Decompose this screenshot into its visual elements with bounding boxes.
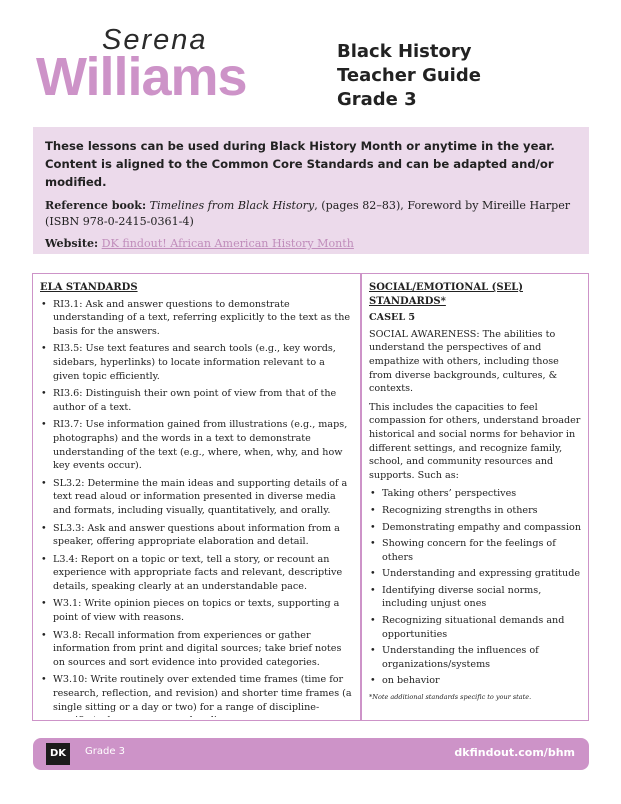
logo-last-name: Williams [36, 47, 247, 107]
list-item: • RI3.7: Use information gained from illustrations (e.g., maps, photographs) and the words in a text to demonstrate understanding of the text (e.g., where, when, why, and how key events occur). [40, 418, 354, 472]
state-note: *Note additional standards specific to your state. [369, 693, 532, 702]
reference-label: Reference book: [45, 199, 147, 212]
intro-lead: These lessons can be used during Black History Month or anytime in the year. Content is aligned to the Common Core Standards and can be adapted and/or modified. [45, 139, 555, 189]
list-item: • SL3.2: Determine the main ideas and supporting details of a text read aloud or information presented in diverse media and formats, including visually, quantitatively, and orally. [40, 477, 354, 518]
list-item: • RI3.6: Distinguish their own point of view from that of the author of a text. [40, 387, 354, 414]
list-item: • Understanding the influences of organizations/systems [369, 644, 583, 671]
casel-label: CASEL 5 [369, 312, 416, 324]
social-awareness-text: SOCIAL AWARENESS: The abilities to understand the perspectives of and empathize with others, including those from diverse backgrounds, cultures, & contexts. [369, 328, 559, 395]
ela-list [40, 298, 354, 717]
list-item: • RI3.1: Ask and answer questions to demonstrate understanding of a text, referring explicitly to the text as the basis for the answers. [40, 298, 354, 339]
list-item: • RI3.5: Use text features and search tools (e.g., key words, sidebars, hyperlinks) to locate information relevant to a given topic efficiently. [40, 342, 354, 383]
list-item: • Recognizing strengths in others [369, 504, 583, 518]
list-item: • Taking others’ perspectives [369, 487, 583, 501]
title-line-2: Teacher Guide [337, 65, 481, 86]
footer-url[interactable]: dkfindout.com/bhm [454, 746, 575, 759]
column-divider [360, 273, 362, 721]
serena-williams-logo [36, 24, 247, 108]
capacities-text: This includes the capacities to feel compassion for others, understand broader historical and social norms for behavior in different settings, and recognize family, school, and community resources and supports. Such as: [369, 401, 581, 481]
dk-logo: DK [46, 743, 70, 765]
sel-standards-column [369, 281, 583, 705]
list-item: • Understanding and expressing gratitude [369, 567, 583, 581]
footer-grade: Grade 3 [85, 746, 126, 757]
website-label: Website: [45, 237, 99, 250]
website [45, 236, 577, 252]
list-item: • L3.4: Report on a topic or text, tell a story, or recount an experience with appropriate facts and relevant, descriptive details, speaking clearly at an understandable pace. [40, 553, 354, 594]
intro-panel [33, 127, 589, 254]
sel-heading: SOCIAL/EMOTIONAL (SEL) STANDARDS* [369, 282, 523, 307]
ela-standards-column [40, 281, 354, 717]
website-link[interactable]: DK findout! African American History Month [101, 237, 354, 250]
list-item: • SL3.3: Ask and answer questions about information from a speaker, offering appropriate elaboration and detail. [40, 522, 354, 549]
list-item: • W3.8: Recall information from experiences or gather information from print and digital sources; take brief notes on sources and sort evidence into provided categories. [40, 629, 354, 670]
title-line-3: Grade 3 [337, 89, 417, 110]
ela-heading: ELA STANDARDS [40, 282, 138, 293]
list-item: • Recognizing situational demands and opportunities [369, 614, 583, 641]
logo-first-name: Serena [102, 24, 208, 56]
list-item: • Demonstrating empathy and compassion [369, 521, 583, 535]
reference-details: , (pages 82–83), Foreword by Mireille Harper (ISBN 978-0-2415-0361-4) [45, 199, 571, 228]
title-line-1: Black History [337, 41, 472, 62]
sel-list [369, 487, 583, 688]
footer-bar [33, 738, 589, 770]
list-item: • Showing concern for the feelings of others [369, 537, 583, 564]
list-item: • Identifying diverse social norms, including unjust ones [369, 584, 583, 611]
reference-title: Timelines from Black History [149, 199, 315, 212]
list-item: • on behavior [369, 674, 583, 688]
reference-book [45, 198, 577, 230]
list-item: • W3.1: Write opinion pieces on topics or texts, supporting a point of view with reasons. [40, 597, 354, 624]
page-title [337, 40, 577, 112]
list-item: • W3.10: Write routinely over extended time frames (time for research, reflection, and revision) and shorter time frames (a single sitting or a day or two) for a range of discipline- [40, 673, 354, 717]
